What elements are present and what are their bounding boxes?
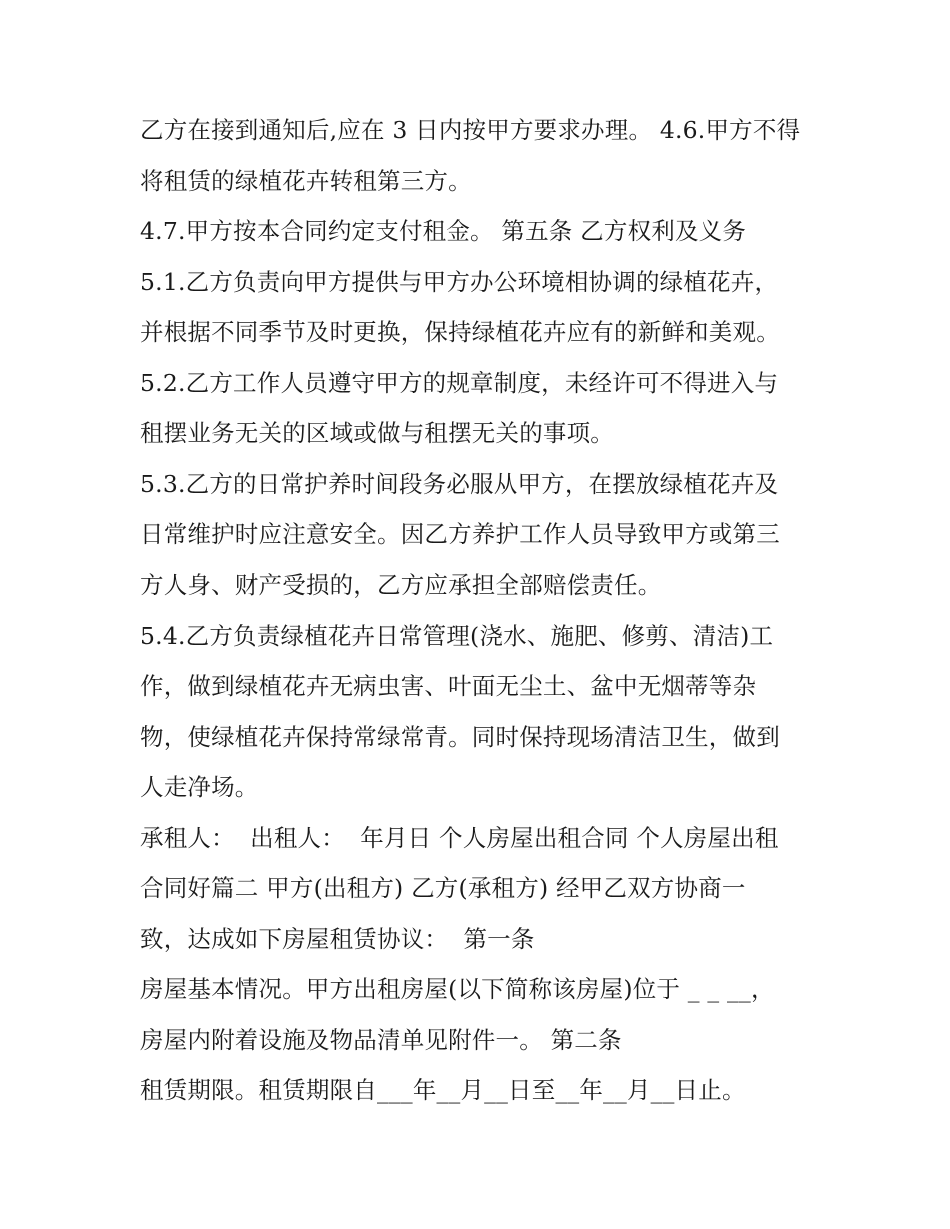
text-line: 5.4.乙方负责绿植花卉日常管理(浇水、施肥、修剪、清洁)工 [140,622,774,650]
text-line: 租摆业务无关的区域或做与租摆无关的事项。 [140,419,614,447]
text-line: 合同好篇二 甲方(出租方) 乙方(承租方) 经甲乙双方协商一 [140,874,746,902]
text-line: 租赁期限。租赁期限自___年__月__日至__年__月__日止。 [140,1076,746,1104]
text-line: 5.1.乙方负责向甲方提供与甲方办公环境相协调的绿植花卉， [140,268,779,296]
text-line: 房屋基本情况。甲方出租房屋(以下简称该房屋)位于 _ _ __， [140,975,775,1003]
text-line: 将租赁的绿植花卉转租第三方。 [140,167,472,195]
text-line: 作，做到绿植花卉无病虫害、叶面无尘土、盆中无烟蒂等杂 [140,672,757,700]
text-line: 人走净场。 [140,773,259,801]
text-line: 4.7.甲方按本合同约定支付租金。 第五条 乙方权利及义务 [140,217,747,245]
text-line: 方人身、财产受损的，乙方应承担全部赔偿责任。 [140,571,662,599]
text-line: 物，使绿植花卉保持常绿常青。同时保持现场清洁卫生，做到 [140,723,780,751]
text-line: 日常维护时应注意安全。因乙方养护工作人员导致甲方或第三 [140,520,780,548]
text-line: 乙方在接到通知后,应在 3 日内按甲方要求办理。 4.6.甲方不得 [140,116,801,144]
text-line: 并根据不同季节及时更换，保持绿植花卉应有的新鲜和美观。 [140,318,780,346]
text-line: 致，达成如下房屋租赁协议： 第一条 [140,925,535,953]
text-line: 5.3.乙方的日常护养时间段务必服从甲方，在摆放绿植花卉及 [140,470,779,498]
text-line: 房屋内附着设施及物品清单见附件一。 第二条 [140,1026,622,1054]
text-line: 5.2.乙方工作人员遵守甲方的规章制度，未经许可不得进入与 [140,369,779,397]
text-line: 承租人： 出租人： 年月日 个人房屋出租合同 个人房屋出租 [140,824,779,852]
